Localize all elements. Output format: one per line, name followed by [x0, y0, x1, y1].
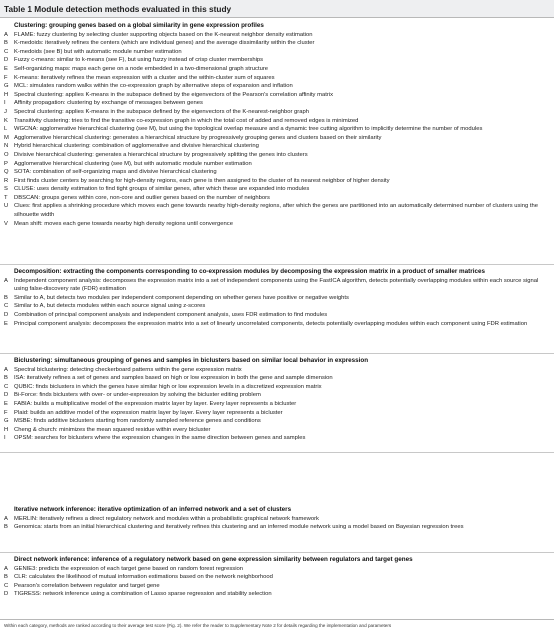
- method-letter: J: [4, 108, 7, 115]
- method-row: [4, 194, 552, 203]
- method-description: QUBIC: finds biclusters in which the genes have similar high or low expression levels in a discretized expression matrix: [14, 383, 322, 390]
- method-letter: A: [4, 31, 8, 38]
- method-description: SOTA: combination of self-organizing maps and divisive hierarchical clustering: [14, 169, 217, 176]
- method-description: K-medoids (see B) but with automatic module number estimation: [14, 48, 182, 55]
- section-clustering: [4, 22, 552, 228]
- method-letter: D: [4, 392, 9, 399]
- method-description: Hybrid hierarchical clustering: combination of agglomerative and divisive hierarchical clustering: [14, 143, 259, 150]
- method-row: [4, 91, 552, 100]
- section-biclustering: [4, 357, 552, 443]
- method-row: [4, 31, 552, 40]
- section-title: Clustering: grouping genes based on a global similarity in gene expression profiles: [14, 22, 264, 29]
- table-footnote: Within each category, methods are ranked according to their average test score (Fig. 2). We refer the reader to Supplementary Note 2 for details regarding the implementation and parameters: [0, 619, 554, 635]
- method-description: FABIA: builds a multiplicative model of the expression matrix layer by layer. Every layer represents a bicluster: [14, 400, 297, 407]
- method-letter: D: [4, 57, 9, 64]
- method-letter: I: [4, 435, 6, 442]
- table-title: Table 1 Module detection methods evaluated in this study: [0, 0, 554, 18]
- method-letter: G: [4, 83, 9, 90]
- method-description: Principal component analysis: decomposes the expression matrix into a set of linearly uncorrelated components, detects potentially overlapping modules within each component using FDR estimation: [14, 320, 528, 327]
- method-row: [4, 391, 552, 400]
- method-letter: A: [4, 565, 8, 572]
- method-description: OPSM: searches for biclusters where the expression changes in the same direction between genes and samples: [14, 435, 306, 442]
- method-row: [4, 311, 552, 320]
- method-description: Spectral biclustering: detecting checkerboard patterns within the gene expression matrix: [14, 366, 242, 373]
- method-letter: M: [4, 134, 9, 141]
- method-letter: E: [4, 320, 8, 327]
- method-description: First finds cluster centers by searching for high-density regions, each gene is then assigned to the cluster of its nearest neighbor of higher density: [14, 177, 390, 184]
- section-iterative-network-inference: [4, 506, 552, 532]
- method-description: Similar to A, but detects two modules per independent component depending on whether genes have positive or negative weights: [14, 294, 349, 301]
- section-decomposition: [4, 268, 552, 328]
- method-row: [4, 374, 552, 383]
- method-row: [4, 434, 552, 443]
- section-divider: [0, 452, 554, 453]
- method-letter: A: [4, 277, 8, 284]
- method-row: [4, 99, 552, 108]
- method-description: Cheng & church: minimizes the mean squared residue within every bicluster: [14, 426, 211, 433]
- section-title: Iterative network inference: iterative optimization of an inferred network and a set of clusters: [14, 506, 292, 513]
- method-description: Spectral clustering: applies K-means in the subspace defined by the eigenvectors of the Pearson's correlation affinity matrix: [14, 91, 334, 98]
- method-row: [4, 39, 552, 48]
- method-letter: I: [4, 100, 6, 107]
- method-row: [4, 74, 552, 83]
- method-letter: B: [4, 40, 8, 47]
- method-letter: S: [4, 186, 8, 193]
- method-letter: E: [4, 65, 8, 72]
- method-letter: N: [4, 143, 9, 150]
- method-description: MCL: simulates random walks within the co-expression graph by alternative steps of expansion and inflation: [14, 83, 293, 90]
- method-row: [4, 409, 552, 418]
- method-row: [4, 383, 552, 392]
- method-description: Spectral clustering: applies K-means in the subspace defined by the eigenvectors of the K-nearest-neighbor graph: [14, 108, 309, 115]
- section-divider: [0, 264, 554, 265]
- method-row: [4, 108, 552, 117]
- method-row: [4, 185, 552, 194]
- method-description: CLUSE: uses density estimation to find tight groups of similar genes, after which these are expanded into modules: [14, 186, 310, 193]
- method-letter: B: [4, 524, 8, 531]
- method-letter: C: [4, 48, 9, 55]
- section-title: Biclustering: simultaneous grouping of genes and samples in biclusters based on similar local behavior in expression: [14, 357, 369, 364]
- method-row: [4, 177, 552, 186]
- method-description: ISA: iteratively refines a set of genes and samples based on high or low expression in both the gene and sample dimension: [14, 375, 333, 382]
- method-row: [4, 48, 552, 57]
- method-description: Fuzzy c-means: similar to k-means (see F), but using fuzzy instead of crisp cluster memberships: [14, 57, 264, 64]
- method-row: [4, 277, 552, 294]
- method-description: Plaid: builds an additive model of the expression matrix layer by layer. Every layer represents a bicluster: [14, 409, 283, 416]
- section-divider: [0, 552, 554, 553]
- method-letter: O: [4, 151, 9, 158]
- method-row: [4, 302, 552, 311]
- section-direct-network-inference: [4, 556, 552, 599]
- method-row: [4, 56, 552, 65]
- method-row: [4, 320, 552, 329]
- method-row: [4, 82, 552, 91]
- method-letter: D: [4, 591, 9, 598]
- method-description: TIGRESS: network inference using a combination of Lasso sparse regression and stability selection: [14, 591, 272, 598]
- method-letter: T: [4, 194, 8, 201]
- method-description: DBSCAN: groups genes within core, non-core and outlier genes based on the number of neighbors: [14, 194, 270, 201]
- method-row: [4, 573, 552, 582]
- method-letter: B: [4, 294, 8, 301]
- method-row: [4, 294, 552, 303]
- method-row: [4, 426, 552, 435]
- method-letter: F: [4, 74, 8, 81]
- method-letter: A: [4, 515, 8, 522]
- method-description: Agglomerative hierarchical clustering (see M), but with automatic module number estimation: [14, 160, 252, 167]
- method-description: Similar to A, but detects modules within each source signal using z-scores: [14, 303, 206, 310]
- method-description: Genomica: starts from an initial hierarchical clustering and iteratively refines this clustering and an inferred module network using a model based on Bayesian regression trees: [14, 524, 464, 531]
- method-description: GENIE3: predicts the expression of each target gene based on random forest regression: [14, 565, 244, 572]
- method-row: [4, 65, 552, 74]
- method-row: [4, 590, 552, 599]
- method-row: [4, 168, 552, 177]
- method-description: Transitivity clustering: tries to find the transitive co-expression graph in which the total cost of added and removed edges is minimized: [14, 117, 359, 124]
- method-letter: C: [4, 303, 9, 310]
- method-row: [4, 117, 552, 126]
- method-row: [4, 134, 552, 143]
- method-row: [4, 582, 552, 591]
- section-title: Direct network inference: inference of a regulatory network based on gene expression similarity between regulators and target genes: [14, 556, 413, 563]
- method-letter: L: [4, 126, 8, 133]
- method-letter: R: [4, 177, 9, 184]
- method-description: K-means: iteratively refines the mean expression with a cluster and the within-cluster sum of squares: [14, 74, 275, 81]
- method-row: [4, 565, 552, 574]
- method-row: [4, 515, 552, 524]
- method-row: [4, 366, 552, 375]
- method-row: [4, 220, 552, 229]
- method-description: Independent component analysis: decomposes the expression matrix into a set of independent components using the FastICA algorithm, detects potentially overlapping modules within each source signal using false-discovery rate (FDR) estimation: [14, 277, 539, 293]
- method-row: [4, 142, 552, 151]
- method-letter: G: [4, 418, 9, 425]
- method-description: Self-organizing maps: maps each gene on a node embedded in a two-dimensional graph structure: [14, 65, 269, 72]
- method-letter: H: [4, 426, 9, 433]
- method-letter: K: [4, 117, 8, 124]
- method-description: WGCNA: agglomerative hierarchical clustering (see M), but using the topological overlap measure and a dynamic tree cutting algorithm to implicitly determine the number of modules: [14, 126, 483, 133]
- method-description: Combination of principal component analysis and independent component analysis, uses FDR estimation to find modules: [14, 311, 328, 318]
- method-description: FLAME: fuzzy clustering by selecting cluster supporting objects based on the K-nearest neighbor density estimation: [14, 31, 313, 38]
- method-row: [4, 151, 552, 160]
- method-letter: C: [4, 383, 9, 390]
- method-letter: B: [4, 375, 8, 382]
- section-divider: [0, 353, 554, 354]
- method-description: MSBE: finds additive biclusters starting from randomly sampled reference genes and conditions: [14, 418, 261, 425]
- method-description: Agglomerative hierarchical clustering: generates a hierarchical structure by progressively grouping genes and clusters based on their similarity: [14, 134, 382, 141]
- method-letter: F: [4, 409, 8, 416]
- method-row: [4, 125, 552, 134]
- method-description: Mean shift: moves each gene towards nearby high density regions until convergence: [14, 220, 233, 227]
- method-description: K-medoids: iteratively refines the centers (which are individual genes) and the average dissimilarity within the cluster: [14, 40, 315, 47]
- method-row: [4, 160, 552, 169]
- method-description: Affinity propagation: clustering by exchange of messages between genes: [14, 100, 203, 107]
- method-description: CLR: calculates the likelihood of mutual information estimations based on the network neighborhood: [14, 574, 273, 581]
- method-letter: P: [4, 160, 8, 167]
- method-description: Clues: first applies a shrinking procedure which moves each gene towards nearby high-density regions, after which the genes are partitioned into an automatically determined number of clusters using the silhouette width: [14, 203, 538, 219]
- method-letter: U: [4, 203, 9, 210]
- method-description: Divisive hierarchical clustering: generates a hierarchical structure by progressively splitting the genes into clusters: [14, 151, 308, 158]
- method-letter: E: [4, 400, 8, 407]
- method-row: [4, 417, 552, 426]
- method-letter: H: [4, 91, 9, 98]
- method-row: [4, 202, 552, 219]
- method-letter: C: [4, 582, 9, 589]
- method-letter: A: [4, 366, 8, 373]
- method-description: Pearson's correlation between regulator and target gene: [14, 582, 160, 589]
- method-description: MERLIN: iteratively refines a direct regulatory network and modules within a probabilistic graphical network framework: [14, 515, 319, 522]
- method-description: Bi-Force: finds biclusters with over- or under-expression by solving the bicluster editing problem: [14, 392, 261, 399]
- method-row: [4, 523, 552, 532]
- method-row: [4, 400, 552, 409]
- method-letter: Q: [4, 169, 9, 176]
- section-title: Decomposition: extracting the components corresponding to co-expression modules by decomposing the expression matrix in a product of smaller matrices: [14, 268, 485, 275]
- method-letter: V: [4, 220, 8, 227]
- method-letter: B: [4, 574, 8, 581]
- method-letter: D: [4, 311, 9, 318]
